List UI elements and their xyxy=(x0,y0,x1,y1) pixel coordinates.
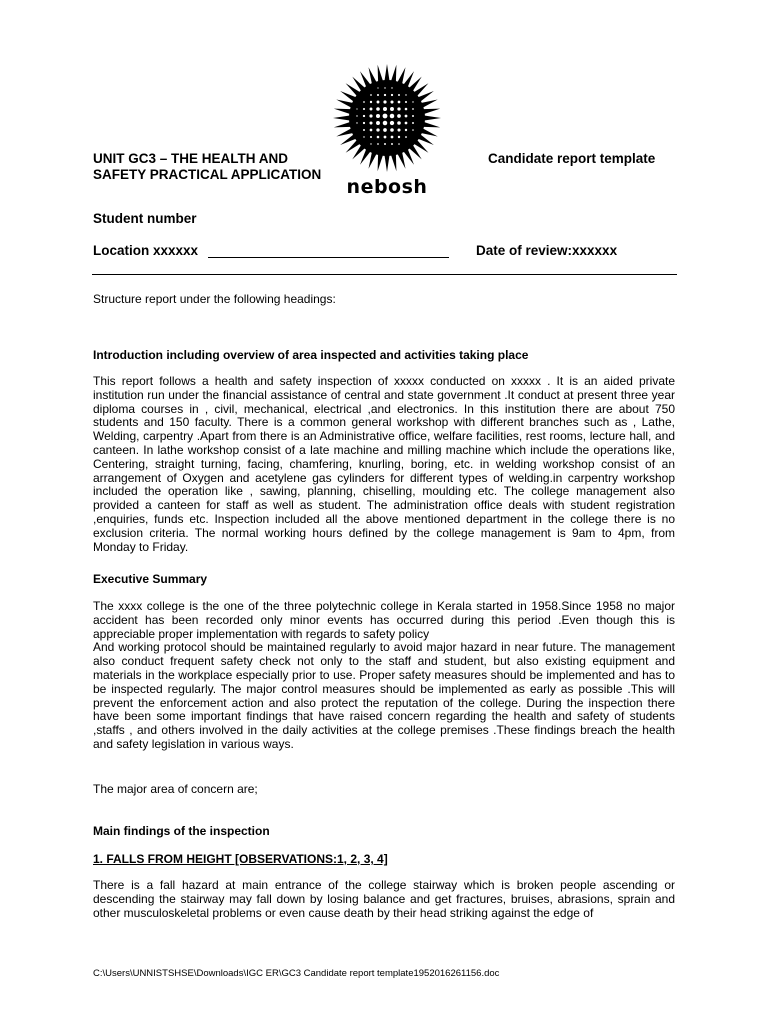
introduction-body xyxy=(93,375,675,554)
executive-summary-paragraph-2: And working protocol should be maintained regularly to avoid major hazard in near future. The management also conduct frequent safety check not only to the staff and student, but also existing equipment and materials in the workplace especially prior to use. Proper safety measures should be implemented and has to be inspected regularly. The major control measures should be implemented as early as possible .This will prevent the enforcement action and also protect the reputation of the college. During the inspection there have been some important findings that have raised concern regarding the health and safety of students ,staffs , and others involved in the daily activities at the college premises .These findings breach the health and safety legislation in various ways. xyxy=(93,640,675,751)
falls-from-height-heading: 1. FALLS FROM HEIGHT [OBSERVATIONS:1, 2, 3, 4] xyxy=(93,852,388,866)
document-path-footer: C:\Users\UNNISTSHSE\Downloads\IGC ER\GC3 Candidate report template1952016261156.doc xyxy=(93,968,500,979)
header-divider xyxy=(92,274,677,275)
template-label: Candidate report template xyxy=(488,151,656,166)
unit-title-line1: UNIT GC3 – THE HEALTH AND xyxy=(93,151,289,166)
unit-title-line2: SAFETY PRACTICAL APPLICATION xyxy=(93,167,322,182)
location-label: Location xxxxxx xyxy=(93,243,199,258)
structure-instruction: Structure report under the following headings: xyxy=(93,292,336,306)
main-findings-body xyxy=(93,879,675,920)
executive-summary-heading: Executive Summary xyxy=(93,572,208,586)
location-fill-line xyxy=(208,257,449,258)
main-findings-heading: Main findings of the inspection xyxy=(93,824,270,838)
concern-line: The major area of concern are; xyxy=(93,782,258,796)
falls-from-height-paragraph: There is a fall hazard at main entrance of the college stairway which is broken people ascending or descending the stairway may fall down by losing balance and get fractures, bruises, abrasions, sprain and other musculoskeletal problems or even cause death by their head striking against the edge of xyxy=(93,878,675,920)
unit-title xyxy=(93,151,321,183)
executive-summary-paragraph-1: The xxxx college is the one of the three polytechnic college in Kerala started in 1958.Since 1958 no major accident has been recorded only minor events has occurred during this period .Even though this is appreciable proper implementation with regards to safety policy xyxy=(93,599,675,641)
introduction-heading: Introduction including overview of area inspected and activities taking place xyxy=(93,348,529,362)
logo-text: nebosh xyxy=(346,176,428,198)
executive-summary-body xyxy=(93,600,675,752)
sunburst-logo-icon xyxy=(328,64,446,176)
date-of-review-label: Date of review:xxxxxx xyxy=(476,243,618,258)
nebosh-logo xyxy=(328,64,446,204)
student-number-label: Student number xyxy=(93,211,197,226)
introduction-paragraph: This report follows a health and safety inspection of xxxxx conducted on xxxxx . It is an aided private institution run under the financial assistance of central and state government .It conduct at present three year diploma courses in , civil, mechanical, electrical ,and electronics. In this institution there are about 750 students and 150 faculty. There is a common general workshop with different branches such as , Lathe, Welding, carpentry .Apart from there is an Administrative office, welfare facilities, rest rooms, lecture hall, and canteen. In lathe workshop consist of a late machine and milling machine which include the operations like, Centering, straight turning, facing, chamfering, knurling, boring, etc. in welding workshop consist of an arrangement of Oxygen and acetylene gas cylinders for different types of welding.in carpentry workshop included the operation like , sawing, planning, chiselling, moulding etc. The college management also provided a canteen for staff as well as student. The administration office deals with student registration ,enquiries, funds etc. Inspection included all the above mentioned department in the college there is no exclusion criteria. The normal working hours defined by the college management is 9am to 4pm, from Monday to Friday. xyxy=(93,374,675,554)
